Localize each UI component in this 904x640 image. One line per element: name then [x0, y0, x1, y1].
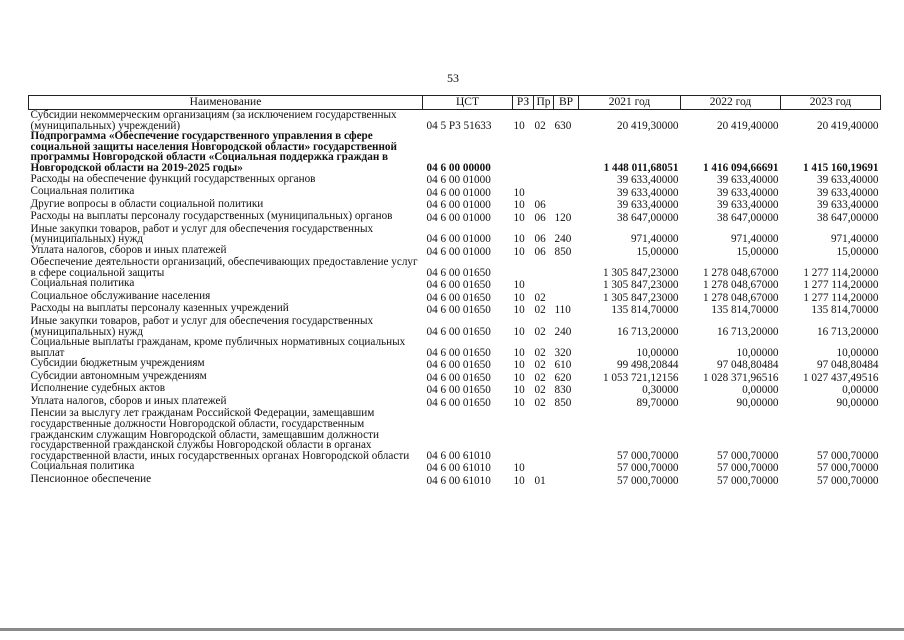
- cell-y2021: 971,40000: [630, 233, 679, 246]
- cell-y2021: 89,70000: [636, 396, 679, 409]
- cell-y2023: 38 647,00000: [816, 211, 879, 224]
- cell-rz: 10: [513, 291, 525, 304]
- cell-name: Социальное обслуживание населения: [30, 289, 211, 302]
- cell-y2023: 135 814,70000: [811, 304, 879, 317]
- cell-y2021: 15,00000: [636, 245, 679, 258]
- cell-vr: 850: [554, 396, 572, 409]
- cell-vr: 830: [554, 384, 572, 397]
- cell-y2023: 57 000,70000: [816, 462, 879, 475]
- table-row: [29, 110, 881, 132]
- cell-y2022: 57 000,70000: [716, 462, 779, 475]
- cell-y2023: 39 633,40000: [816, 186, 879, 199]
- cell-y2021: 38 647,00000: [616, 211, 679, 224]
- cell-y2022: 39 633,40000: [716, 199, 779, 212]
- cell-vr: 320: [554, 346, 572, 359]
- cell-y2023: 1 277 114,20000: [803, 279, 879, 292]
- cell-y2021: 57 000,70000: [616, 462, 679, 475]
- cell-y2021: 16 713,20000: [616, 325, 679, 338]
- cell-vr: 620: [554, 371, 572, 384]
- cell-rz: 10: [513, 304, 525, 317]
- cell-vr: [554, 278, 579, 291]
- cell-name: Иные закупки товаров, работ и услуг для обеспечения государственных (муниципальных) нужд: [30, 314, 374, 338]
- cell-cst: 04 6 00 01650: [426, 279, 491, 292]
- cell-name: Социальная политика: [30, 277, 135, 290]
- table-row: [29, 257, 881, 278]
- cell-y2023: 90,00000: [836, 396, 879, 409]
- cell-name: Обеспечение деятельности организаций, обеспечивающих предоставление услуг в сфере социальной защиты: [30, 256, 418, 279]
- cell-rz: 10: [513, 279, 525, 292]
- cell-cst: 04 5 P3 51633: [426, 119, 492, 132]
- cell-cst: 04 6 00 01000: [426, 199, 491, 212]
- cell-pr: 01: [534, 474, 546, 487]
- header-2022: 2022 год: [681, 96, 781, 110]
- cell-vr: 240: [554, 325, 572, 338]
- cell-y2021: 39 633,40000: [616, 174, 679, 187]
- cell-name: Субсидии бюджетным учреждениям: [30, 357, 205, 370]
- cell-y2022: 38 647,00000: [716, 211, 779, 224]
- table-row: [29, 358, 881, 371]
- cell-y2022: 971,40000: [730, 233, 779, 246]
- cell-cst: 04 6 00 61010: [426, 449, 491, 462]
- cell-y2021: 1 305 847,23000: [602, 266, 679, 279]
- cell-pr: [534, 174, 554, 187]
- header-2021: 2021 год: [579, 96, 681, 110]
- cell-vr: 240: [554, 233, 572, 246]
- cell-cst: 04 6 00 61010: [426, 474, 491, 487]
- cell-name: Другие вопросы в области социальной политики: [30, 197, 264, 210]
- cell-name: Социальная политика: [30, 185, 135, 198]
- cell-vr: 850: [554, 245, 572, 258]
- cell-y2023: 20 419,40000: [816, 119, 879, 132]
- cell-pr: 06: [534, 199, 546, 212]
- page-number: 53: [447, 71, 459, 85]
- cell-pr: 02: [534, 119, 546, 132]
- table-row: [29, 316, 881, 337]
- table-row: [29, 174, 881, 187]
- cell-cst: 04 6 00 01650: [426, 291, 491, 304]
- cell-rz: 10: [513, 199, 525, 212]
- cell-vr: 120: [554, 211, 572, 224]
- cell-vr: 610: [554, 359, 572, 372]
- cell-name: Уплата налогов, сборов и иных платежей: [30, 243, 227, 256]
- cell-cst: 04 6 00 01000: [426, 211, 491, 224]
- cell-y2022: 57 000,70000: [716, 474, 779, 487]
- table-header-row: [29, 96, 881, 110]
- table-row: [29, 474, 881, 487]
- cell-cst: 04 6 00 01000: [426, 233, 491, 246]
- cell-y2023: 1 277 114,20000: [803, 266, 879, 279]
- cell-pr: 02: [534, 396, 546, 409]
- cell-y2022: 16 713,20000: [716, 325, 779, 338]
- cell-y2021: 20 419,30000: [616, 119, 679, 132]
- table-row: [29, 383, 881, 396]
- table-row: [29, 211, 881, 224]
- cell-name: Субсидии некоммерческим организациям (за исключением государственных (муниципальных) учреждений): [30, 109, 397, 132]
- cell-pr: [534, 461, 554, 474]
- header-vr: ВР: [554, 96, 579, 110]
- cell-y2021: 39 633,40000: [616, 199, 679, 212]
- cell-y2021: 135 814,70000: [611, 304, 679, 317]
- cell-pr: [534, 408, 554, 461]
- cell-cst: 04 6 00 01000: [426, 186, 491, 199]
- cell-cst: 04 6 00 01650: [426, 304, 491, 317]
- cell-pr: 06: [534, 233, 546, 246]
- cell-pr: [534, 257, 554, 278]
- table-row: [29, 337, 881, 358]
- cell-y2023: 39 633,40000: [816, 199, 879, 212]
- cell-pr: 02: [534, 371, 546, 384]
- cell-y2022: 97 048,80484: [716, 359, 779, 372]
- cell-y2021: 57 000,70000: [616, 474, 679, 487]
- cell-vr: [554, 257, 579, 278]
- cell-y2023: 39 633,40000: [816, 174, 879, 187]
- cell-y2021: 57 000,70000: [616, 449, 679, 462]
- cell-vr: [554, 174, 579, 187]
- cell-rz: [513, 408, 534, 461]
- cell-name: Иные закупки товаров, работ и услуг для обеспечения государственных (муниципальных) нужд: [30, 222, 374, 246]
- cell-rz: 10: [513, 384, 525, 397]
- cell-vr: 630: [554, 119, 572, 132]
- cell-y2023: 971,40000: [830, 233, 879, 246]
- cell-cst: 04 6 00 61010: [426, 462, 491, 475]
- header-2023: 2023 год: [781, 96, 881, 110]
- cell-pr: [534, 186, 554, 199]
- cell-y2021: 1 448 011,68051: [603, 161, 679, 174]
- cell-vr: [554, 199, 579, 212]
- budget-table: [28, 95, 881, 486]
- cell-y2022: 20 419,40000: [716, 119, 779, 132]
- cell-y2023: 0,00000: [842, 384, 879, 397]
- cell-pr: [534, 131, 554, 173]
- cell-y2021: 99 498,20844: [616, 359, 679, 372]
- cell-rz: [513, 174, 534, 187]
- cell-y2022: 1 278 048,67000: [702, 266, 779, 279]
- table-row: [29, 461, 881, 474]
- cell-y2021: 0,30000: [642, 384, 679, 397]
- header-name: Наименование: [29, 96, 423, 110]
- cell-y2023: 1 277 114,20000: [803, 291, 879, 304]
- cell-cst: 04 6 00 01650: [426, 371, 491, 384]
- header-cst: ЦСТ: [423, 96, 513, 110]
- table-body: [29, 110, 881, 487]
- cell-cst: 04 6 00 01650: [426, 266, 491, 279]
- cell-vr: 110: [554, 304, 571, 317]
- cell-rz: 10: [513, 245, 525, 258]
- cell-y2022: 10,00000: [736, 346, 779, 359]
- cell-y2022: 1 278 048,67000: [702, 279, 779, 292]
- cell-y2021: 39 633,40000: [616, 186, 679, 199]
- cell-name: Пенсионное обеспечение: [30, 472, 152, 485]
- cell-y2022: 39 633,40000: [716, 174, 779, 187]
- cell-rz: 10: [513, 371, 525, 384]
- cell-y2022: 0,00000: [742, 384, 779, 397]
- cell-y2023: 1 027 437,49516: [802, 371, 879, 384]
- cell-name: Субсидии автономным учреждениям: [30, 369, 207, 382]
- cell-y2022: 90,00000: [736, 396, 779, 409]
- cell-y2023: 15,00000: [836, 245, 879, 258]
- cell-cst: 04 6 00 01650: [426, 325, 491, 338]
- cell-cst: 04 6 00 01650: [426, 396, 491, 409]
- table-row: [29, 186, 881, 199]
- cell-rz: 10: [513, 474, 525, 487]
- cell-pr: [534, 278, 554, 291]
- cell-vr: [554, 461, 579, 474]
- cell-cst: 04 6 00 00000: [426, 161, 491, 174]
- cell-y2023: 57 000,70000: [816, 474, 879, 487]
- page-bottom-edge: [0, 628, 904, 631]
- cell-y2023: 16 713,20000: [816, 325, 879, 338]
- cell-y2022: 39 633,40000: [716, 186, 779, 199]
- cell-y2022: 1 416 094,66691: [702, 161, 779, 174]
- cell-rz: 10: [513, 359, 525, 372]
- cell-name: Пенсии за выслугу лет гражданам Российской Федерации, замещавшим государственные должности Новгородской области, государственным гражданским служащим Новгородской области, замещавшим должности государственной гражданской службы Новгородской области в органах государственной власти, иных государственных органах Новгородской области: [30, 407, 410, 462]
- cell-pr: 02: [534, 325, 546, 338]
- cell-vr: [554, 408, 579, 461]
- cell-y2021: 1 305 847,23000: [602, 291, 679, 304]
- table-row: [29, 408, 881, 461]
- cell-pr: 02: [534, 346, 546, 359]
- cell-vr: [554, 186, 579, 199]
- cell-cst: 04 6 00 01000: [426, 174, 491, 187]
- table-row: [29, 224, 881, 245]
- header-rz: РЗ: [513, 96, 534, 110]
- cell-rz: [513, 131, 534, 173]
- cell-cst: 04 6 00 01650: [426, 384, 491, 397]
- cell-name: Социальная политика: [30, 460, 135, 473]
- cell-rz: 10: [513, 325, 525, 338]
- cell-name: Исполнение судебных актов: [30, 382, 166, 395]
- table-row: [29, 131, 881, 173]
- cell-pr: 06: [534, 211, 546, 224]
- cell-cst: 04 6 00 01650: [426, 359, 491, 372]
- cell-name: Уплата налогов, сборов и иных платежей: [30, 394, 227, 407]
- cell-y2023: 57 000,70000: [816, 449, 879, 462]
- cell-name: Расходы на выплаты персоналу казенных учреждений: [30, 302, 289, 315]
- cell-rz: 10: [513, 346, 525, 359]
- cell-y2022: 135 814,70000: [711, 304, 779, 317]
- cell-rz: [513, 257, 534, 278]
- cell-y2023: 1 415 160,19691: [802, 161, 879, 174]
- cell-y2022: 57 000,70000: [716, 449, 779, 462]
- header-pr: Пр: [534, 96, 554, 110]
- cell-pr: 02: [534, 304, 546, 317]
- cell-name: Расходы на выплаты персоналу государственных (муниципальных) органов: [30, 210, 393, 223]
- cell-rz: 10: [513, 396, 525, 409]
- cell-cst: 04 6 00 01000: [426, 245, 491, 258]
- cell-y2023: 97 048,80484: [816, 359, 879, 372]
- cell-name: Социальные выплаты гражданам, кроме публичных нормативных социальных выплат: [30, 336, 406, 359]
- cell-pr: 06: [534, 245, 546, 258]
- cell-y2022: 1 028 371,96516: [702, 371, 779, 384]
- cell-rz: 10: [513, 119, 525, 132]
- cell-name: Расходы на обеспечение функций государственных органов: [30, 172, 316, 185]
- cell-y2021: 10,00000: [636, 346, 679, 359]
- cell-rz: 10: [513, 211, 525, 224]
- cell-y2023: 10,00000: [836, 346, 879, 359]
- cell-name: Подпрограмма «Обеспечение государственного управления в сфере социальной защиты населения Новгородской области» государственной программы Новгородской области «Социальная поддержка граждан в Новгородской области на 2019-2025 годы»: [30, 130, 397, 174]
- cell-rz: 10: [513, 233, 525, 246]
- cell-vr: [554, 291, 579, 304]
- cell-y2022: 1 278 048,67000: [702, 291, 779, 304]
- cell-cst: 04 6 00 01650: [426, 346, 491, 359]
- cell-vr: [554, 474, 579, 487]
- cell-y2021: 1 053 721,12156: [602, 371, 679, 384]
- cell-y2021: 1 305 847,23000: [602, 279, 679, 292]
- cell-pr: 02: [534, 384, 546, 397]
- cell-rz: 10: [513, 186, 525, 199]
- cell-rz: 10: [513, 462, 525, 475]
- cell-y2022: 15,00000: [736, 245, 779, 258]
- cell-vr: [554, 131, 579, 173]
- cell-pr: 02: [534, 291, 546, 304]
- cell-pr: 02: [534, 359, 546, 372]
